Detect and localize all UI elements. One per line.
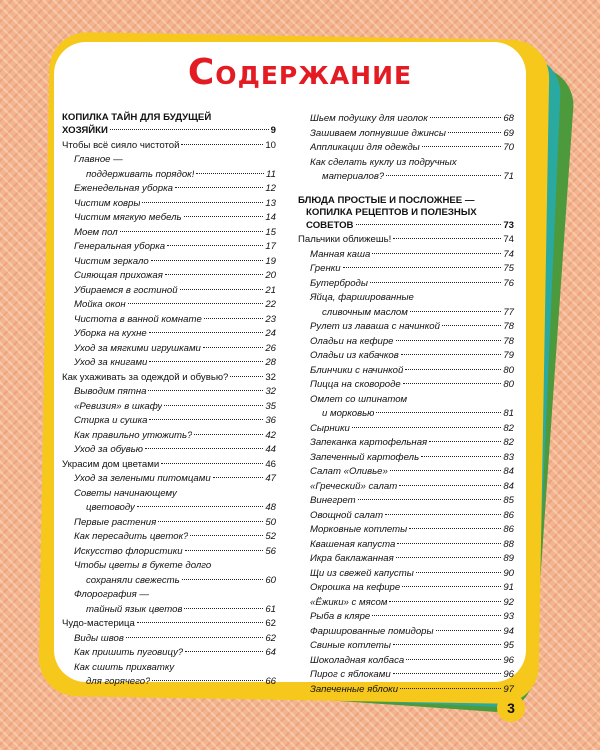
toc-entry[interactable]: Щи из свежей капусты 90	[310, 567, 514, 579]
toc-section-heading: БЛЮДА ПРОСТЫЕ И ПОСЛОЖНЕЕ —	[298, 194, 475, 206]
toc-entry-line: Как сделать куклу из подручных	[310, 156, 457, 168]
toc-entry[interactable]: Аппликации для одежды 70	[310, 142, 514, 153]
toc-entry[interactable]: Чтобы всё сияло чистотой 10	[62, 139, 276, 151]
toc-entry[interactable]: Запеченные яблоки 97	[310, 683, 514, 695]
toc-entry-line: Главное —	[74, 154, 123, 165]
toc-entry[interactable]: Уборка на кухне 24	[74, 328, 276, 339]
toc-entry[interactable]: Зашиваем лопнувшие джинсы 69	[310, 127, 514, 139]
toc-entry[interactable]: Блинчики с начинкой 80	[310, 364, 514, 376]
toc-entry[interactable]: Виды швов 62	[74, 632, 276, 644]
toc-entry[interactable]: Как пересадить цветок? 52	[74, 531, 276, 542]
toc-entry[interactable]: Оладьи на кефире 78	[310, 335, 514, 347]
toc-entry[interactable]: тайный язык цветов 61	[86, 603, 276, 615]
toc-entry[interactable]: Пальчики оближешь! 74	[298, 234, 514, 245]
toc-entry[interactable]: Пицца на сковороде 80	[310, 379, 514, 390]
toc-entry-line: Омлет со шпинатом	[310, 393, 408, 405]
toc-entry[interactable]: Стирка и сушка 36	[74, 415, 276, 426]
toc-entry[interactable]: Салат «Оливье» 84	[310, 466, 514, 477]
toc-entry[interactable]: материалов? 71	[322, 171, 514, 182]
toc-entry[interactable]: Как пришить пуговицу? 64	[74, 647, 276, 658]
toc-entry[interactable]: «Греческий» салат 84	[310, 480, 514, 492]
toc-entry[interactable]: Как правильно утюжить? 42	[74, 429, 276, 441]
toc-entry[interactable]: и морковью 81	[322, 408, 514, 419]
toc-entry[interactable]: Оладьи из кабачков 79	[310, 350, 514, 361]
toc-entry-line: Чтобы цветы в букете долго	[74, 560, 212, 571]
toc-entry[interactable]: Искусство флористики 56	[74, 545, 276, 557]
toc-entry[interactable]: «Ёжики» с мясом 92	[310, 596, 514, 608]
page-title: Содержание	[187, 52, 413, 93]
toc-section-entry[interactable]: ХОЗЯЙКИ 9	[62, 125, 276, 136]
toc-entry[interactable]: Икра баклажанная 89	[310, 553, 514, 564]
toc-entry[interactable]: Украсим дом цветами 46	[62, 458, 276, 470]
toc-entry[interactable]: Шоколадная колбаса 96	[310, 654, 514, 666]
toc-entry[interactable]: Уход за зелеными питомцами 47	[74, 473, 276, 484]
toc-entry[interactable]: Уход за обувью 44	[74, 444, 276, 455]
page-number-badge: 3	[497, 694, 525, 722]
toc-entry[interactable]: Рыба в кляре 93	[310, 611, 514, 622]
toc-entry[interactable]: Генеральная уборка 17	[74, 241, 276, 252]
toc-entry[interactable]: Манная каша 74	[310, 248, 514, 260]
toc-entry[interactable]: Чистим мягкую мебель 14	[74, 212, 276, 223]
toc-entry[interactable]: Винегрет 85	[310, 495, 514, 506]
toc-entry[interactable]: Первые растения 50	[74, 516, 276, 528]
toc-entry[interactable]: Еженедельная уборка 12	[74, 183, 276, 194]
toc-entry-line: Советы начинающему	[74, 487, 177, 499]
toc-entry[interactable]: Рулет из лаваша с начинкой 78	[310, 321, 514, 332]
toc-entry[interactable]: Гренки 75	[310, 263, 514, 274]
toc-entry[interactable]: Квашеная капуста 88	[310, 538, 514, 550]
toc-entry[interactable]: для горячего? 66	[86, 676, 276, 687]
toc-entry[interactable]: «Ревизия» в шкафу 35	[74, 400, 276, 412]
toc-entry[interactable]: Морковные котлеты 86	[310, 524, 514, 535]
toc-entry[interactable]: Мойка окон 22	[74, 299, 276, 310]
toc-entry[interactable]: Чудо-мастерица 62	[62, 618, 276, 629]
toc-right-column	[298, 112, 514, 697]
toc-entry[interactable]: Запеканка картофельная 82	[310, 437, 514, 448]
toc-entry-line: Как сшить прихватку	[74, 661, 175, 673]
toc-left-column	[62, 112, 276, 690]
toc-entry-line: Флорография —	[74, 589, 149, 600]
toc-entry[interactable]: сливочным маслом 77	[322, 306, 514, 318]
toc-entry[interactable]: Убираемся в гостиной 21	[74, 284, 276, 296]
toc-entry[interactable]: Пирог с яблоками 96	[310, 669, 514, 680]
toc-entry[interactable]: Свиные котлеты 95	[310, 640, 514, 651]
toc-section-entry[interactable]: СОВЕТОВ 73	[306, 219, 514, 231]
toc-entry[interactable]: Запеченный картофель 83	[310, 451, 514, 463]
toc-entry[interactable]: Чистим зеркало 19	[74, 255, 276, 267]
toc-entry[interactable]: Моем пол 15	[74, 226, 276, 238]
toc-entry[interactable]: сохраняли свежесть 60	[86, 574, 276, 586]
toc-entry[interactable]: Сырники 82	[310, 422, 514, 434]
toc-entry[interactable]: Сияющая прихожая 20	[74, 270, 276, 281]
toc-section-heading: КОПИЛКА РЕЦЕПТОВ И ПОЛЕЗНЫХ	[306, 206, 477, 218]
toc-entry[interactable]: Как ухаживать за одеждой и обувью? 32	[62, 371, 276, 383]
toc-entry[interactable]: Выводим пятна 32	[74, 386, 276, 397]
toc-section-heading: КОПИЛКА ТАЙН ДЛЯ БУДУЩЕЙ	[62, 112, 212, 123]
toc-entry[interactable]: поддерживать порядок! 11	[86, 168, 276, 180]
toc-entry[interactable]: Уход за мягкими игрушками 26	[74, 342, 276, 354]
toc-entry[interactable]: цветоводу 48	[86, 502, 276, 513]
toc-entry[interactable]: Овощной салат 86	[310, 509, 514, 521]
toc-entry[interactable]: Чистота в ванной комнате 23	[74, 313, 276, 325]
toc-entry[interactable]: Чистим ковры 13	[74, 197, 276, 209]
toc-entry[interactable]: Фаршированные помидоры 94	[310, 625, 514, 637]
toc-entry[interactable]: Окрошка на кефире 91	[310, 582, 514, 593]
toc-entry-line: Яйца, фаршированные	[310, 292, 414, 303]
toc-entry[interactable]: Шьем подушку для иголок 68	[310, 113, 514, 124]
toc-entry[interactable]: Бутерброды 76	[310, 277, 514, 289]
toc-entry[interactable]: Уход за книгами 28	[74, 357, 276, 368]
